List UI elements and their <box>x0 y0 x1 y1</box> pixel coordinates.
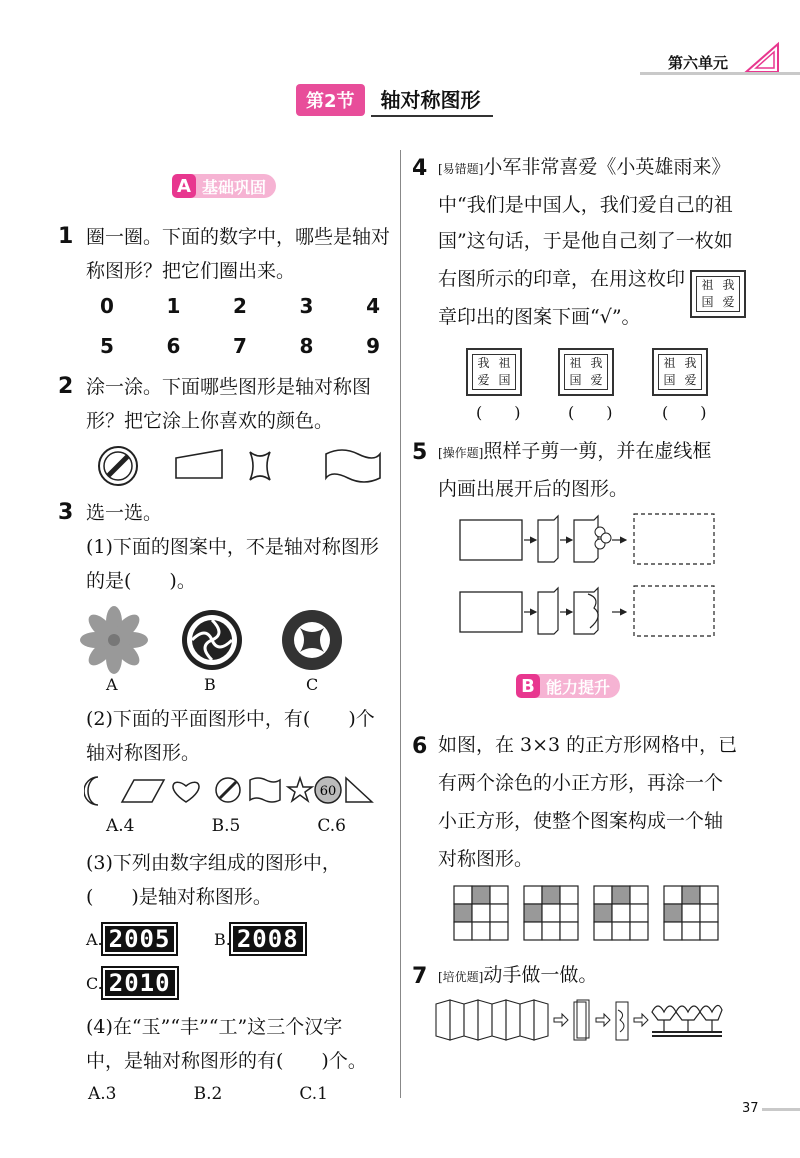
q3-title: 选一选。 <box>86 502 163 524</box>
q4-line2: 中“我们是中国人，我们爱自己的祖 <box>438 194 733 216</box>
cutting-diagram <box>458 510 718 640</box>
grid-cell[interactable] <box>682 904 700 922</box>
circle-slash-small-shape[interactable] <box>216 778 240 802</box>
option-a[interactable]: A.3 <box>88 1084 117 1104</box>
paper-folding-diagram <box>434 996 724 1046</box>
part-b-letter: B <box>516 674 540 698</box>
grid-cell[interactable] <box>560 886 578 904</box>
grid-cell[interactable] <box>700 886 718 904</box>
print-char: 我 <box>684 356 697 370</box>
page-number: 37 <box>742 1101 759 1116</box>
q5-number: 5 <box>412 440 428 465</box>
part-a-heading <box>172 174 276 198</box>
q2-line1: 涂一涂。下面哪些图形是轴对称图 <box>86 376 372 398</box>
q4-number: 4 <box>412 156 428 181</box>
q7-tag: [培优题] <box>438 970 484 984</box>
right-triangle-shape[interactable] <box>346 778 372 802</box>
q5-line1-text: 照样子剪一剪，并在虚线框 <box>483 440 712 462</box>
q3-s4-options <box>88 1084 328 1104</box>
print-char: 祖 <box>498 356 511 370</box>
q5-tag: [操作题] <box>438 446 484 460</box>
q1-line1: 圈一圈。下面的数字中，哪些是轴对 <box>86 226 391 248</box>
pattern-label-b: B <box>204 675 216 694</box>
grid-cell[interactable] <box>594 886 612 904</box>
swirl-pattern[interactable] <box>182 610 242 670</box>
grid-cell[interactable] <box>542 904 560 922</box>
grid-3x3[interactable] <box>664 886 718 940</box>
q6-line4: 对称图形。 <box>438 848 534 870</box>
pattern-label-c: C <box>306 675 319 694</box>
q4-line1-text: 小军非常喜爱《小英雄雨来》 <box>483 156 731 178</box>
digit[interactable]: 3 <box>299 294 314 318</box>
q3-s1-line1: (1)下面的图案中，不是轴对称图形 <box>86 536 379 558</box>
small-flag-shape[interactable] <box>250 778 280 802</box>
q3-s2-line1: (2)下面的平面图形中，有( )个 <box>86 708 375 730</box>
coin-60-label: 60 <box>319 784 337 799</box>
q3-s3-option-b[interactable] <box>214 924 305 954</box>
digit[interactable]: 8 <box>299 334 314 358</box>
grid-cell[interactable] <box>490 886 508 904</box>
print-char: 爱 <box>477 373 490 387</box>
q3-s4-line1: (4)在“玉”“丰”“工”这三个汉字 <box>86 1016 343 1038</box>
grid-cell[interactable] <box>700 922 718 940</box>
q3-number: 3 <box>58 500 74 525</box>
lcd-2008: 2008 <box>231 924 305 954</box>
circle-slash-shape[interactable] <box>99 447 137 485</box>
q3-s2-shapes <box>84 774 374 808</box>
print-option-1[interactable] <box>466 348 522 396</box>
print-char: 爱 <box>684 373 697 387</box>
lcd-2010: 2010 <box>103 968 177 998</box>
grid-3x3[interactable] <box>594 886 648 940</box>
seal-stamp <box>690 270 746 318</box>
grid-cell[interactable] <box>612 904 630 922</box>
grid-cell-shaded[interactable] <box>542 886 560 904</box>
q6-line2: 有两个涂色的小正方形，再涂一个 <box>438 772 724 794</box>
section-title: 轴对称图形 <box>371 84 493 117</box>
lcd-2005: 2005 <box>103 924 177 954</box>
grid-cell[interactable] <box>664 922 682 940</box>
q1-line2: 称图形？把它们圈出来。 <box>86 260 296 282</box>
digits-row-1 <box>100 294 380 318</box>
heart-shape[interactable] <box>173 782 199 802</box>
q3-s1-line2: 的是( )。 <box>86 570 196 592</box>
digit[interactable]: 2 <box>233 294 247 318</box>
digit[interactable]: 0 <box>100 294 114 318</box>
stamp-char: 我 <box>722 278 735 292</box>
q3-patterns <box>80 606 360 676</box>
ruler-triangle-icon <box>742 40 782 74</box>
grid-cell[interactable] <box>560 904 578 922</box>
q1-number: 1 <box>58 224 74 249</box>
q4-line5: 章印出的图案下画“√”。 <box>438 306 641 328</box>
grid-cell[interactable] <box>524 922 542 940</box>
parallelogram-shape[interactable] <box>122 780 164 802</box>
option-c[interactable]: C.6 <box>317 816 346 836</box>
unit-title: 第六单元 <box>668 54 729 72</box>
grid-cell[interactable] <box>472 904 490 922</box>
grid-cell[interactable] <box>594 922 612 940</box>
grid-cell[interactable] <box>700 904 718 922</box>
q6-line1: 如图，在 3×3 的正方形网格中，已 <box>438 734 738 756</box>
q3-s2-options <box>106 816 346 836</box>
print-char: 我 <box>590 356 603 370</box>
grid-3x3[interactable] <box>524 886 578 940</box>
grid-cell[interactable] <box>664 886 682 904</box>
q3-s3-line1: (3)下列由数字组成的图形中， <box>86 852 341 874</box>
grid-cell[interactable] <box>524 886 542 904</box>
grid-cell[interactable] <box>490 922 508 940</box>
q3-s4-line2: 中，是轴对称图形的有( )个。 <box>86 1050 367 1072</box>
grid-cell[interactable] <box>454 886 472 904</box>
q5-line2: 内画出展开后的图形。 <box>438 478 629 500</box>
q4-tag: [易错题] <box>438 162 484 176</box>
q3-s3-line2: ( )是轴对称图形。 <box>86 886 272 908</box>
coin-pattern[interactable] <box>282 610 342 670</box>
flower-pattern[interactable] <box>80 606 148 674</box>
grid-3x3[interactable] <box>454 886 508 940</box>
q4-line3: 国”这句话，于是他自己刻了一枚如 <box>438 230 733 252</box>
option-a-letter: A. <box>86 929 103 949</box>
answer-paren-3[interactable]: ( ) <box>662 403 707 422</box>
pattern-label-a: A <box>106 675 118 694</box>
digit[interactable]: 9 <box>366 334 380 358</box>
grid-cell[interactable] <box>682 922 700 940</box>
flag-shape[interactable] <box>326 450 380 482</box>
grid-cell-shaded[interactable] <box>682 886 700 904</box>
q2-shapes <box>96 444 386 488</box>
digit[interactable]: 5 <box>100 334 114 358</box>
print-char: 国 <box>663 373 676 387</box>
option-c[interactable]: C.1 <box>299 1084 328 1104</box>
print-char: 我 <box>477 356 490 370</box>
grid-cell-shaded[interactable] <box>524 904 542 922</box>
print-option-2[interactable] <box>558 348 614 396</box>
stamp-char: 祖 <box>701 278 714 292</box>
q7-line1-text: 动手做一做。 <box>483 964 598 986</box>
q6-number: 6 <box>412 734 428 759</box>
digit[interactable]: 4 <box>366 294 380 318</box>
trapezoid-shape[interactable] <box>176 450 222 478</box>
answer-paren-1[interactable]: ( ) <box>476 403 521 422</box>
grid-cell-shaded[interactable] <box>454 904 472 922</box>
header-rule <box>640 72 800 75</box>
grid-cell[interactable] <box>612 922 630 940</box>
print-char: 祖 <box>569 356 582 370</box>
grid-diagrams <box>452 884 722 944</box>
part-b-heading <box>516 674 620 698</box>
q7-line1 <box>438 958 597 994</box>
option-c-letter: C. <box>86 973 103 993</box>
q4-line1 <box>438 150 730 186</box>
grid-cell[interactable] <box>560 922 578 940</box>
part-b-title: 能力提升 <box>546 677 611 697</box>
print-char: 国 <box>569 373 582 387</box>
q3-s3-option-c[interactable] <box>86 968 177 998</box>
option-a[interactable]: A.4 <box>106 816 135 836</box>
q4-line4: 右图所示的印章，在用这枚印 <box>438 268 686 290</box>
grid-cell[interactable] <box>630 886 648 904</box>
q6-line3: 小正方形，使整个图案构成一个轴 <box>438 810 724 832</box>
section-header <box>296 84 493 116</box>
print-option-3[interactable] <box>652 348 708 396</box>
grid-cell-shaded[interactable] <box>612 886 630 904</box>
grid-cell[interactable] <box>630 922 648 940</box>
option-b-letter: B. <box>214 929 231 949</box>
q2-line2: 形？把它涂上你喜欢的颜色。 <box>86 410 334 432</box>
grid-cell-shaded[interactable] <box>594 904 612 922</box>
q3-s3-option-a[interactable] <box>86 924 176 954</box>
print-char: 国 <box>498 373 511 387</box>
answer-paren-2[interactable]: ( ) <box>568 403 613 422</box>
section-number: 第2节 <box>296 84 365 116</box>
option-b[interactable]: B.5 <box>211 816 241 836</box>
grid-cell[interactable] <box>490 904 508 922</box>
grid-cell[interactable] <box>542 922 560 940</box>
digit[interactable]: 7 <box>233 334 247 358</box>
stamp-char: 国 <box>701 295 714 309</box>
part-a-title: 基础巩固 <box>202 177 267 197</box>
grid-cell[interactable] <box>630 904 648 922</box>
star-shape[interactable] <box>288 778 312 801</box>
print-char: 祖 <box>663 356 676 370</box>
crescent-shape[interactable] <box>84 777 98 805</box>
digit[interactable]: 1 <box>166 294 181 318</box>
grid-cell-shaded[interactable] <box>472 886 490 904</box>
q2-number: 2 <box>58 374 74 399</box>
stamp-char: 爱 <box>722 295 735 309</box>
cross-shape[interactable] <box>250 452 270 480</box>
digits-row-2 <box>100 334 380 358</box>
grid-cell[interactable] <box>472 922 490 940</box>
option-b[interactable]: B.2 <box>193 1084 223 1104</box>
digit[interactable]: 6 <box>166 334 181 358</box>
part-a-letter: A <box>172 174 196 198</box>
column-divider <box>400 150 401 1098</box>
q3-s2-line2: 轴对称图形。 <box>86 742 201 764</box>
grid-cell[interactable] <box>454 922 472 940</box>
footer-rule <box>762 1108 800 1111</box>
grid-cell-shaded[interactable] <box>664 904 682 922</box>
q5-line1 <box>438 434 711 470</box>
print-char: 爱 <box>590 373 603 387</box>
q7-number: 7 <box>412 964 428 989</box>
